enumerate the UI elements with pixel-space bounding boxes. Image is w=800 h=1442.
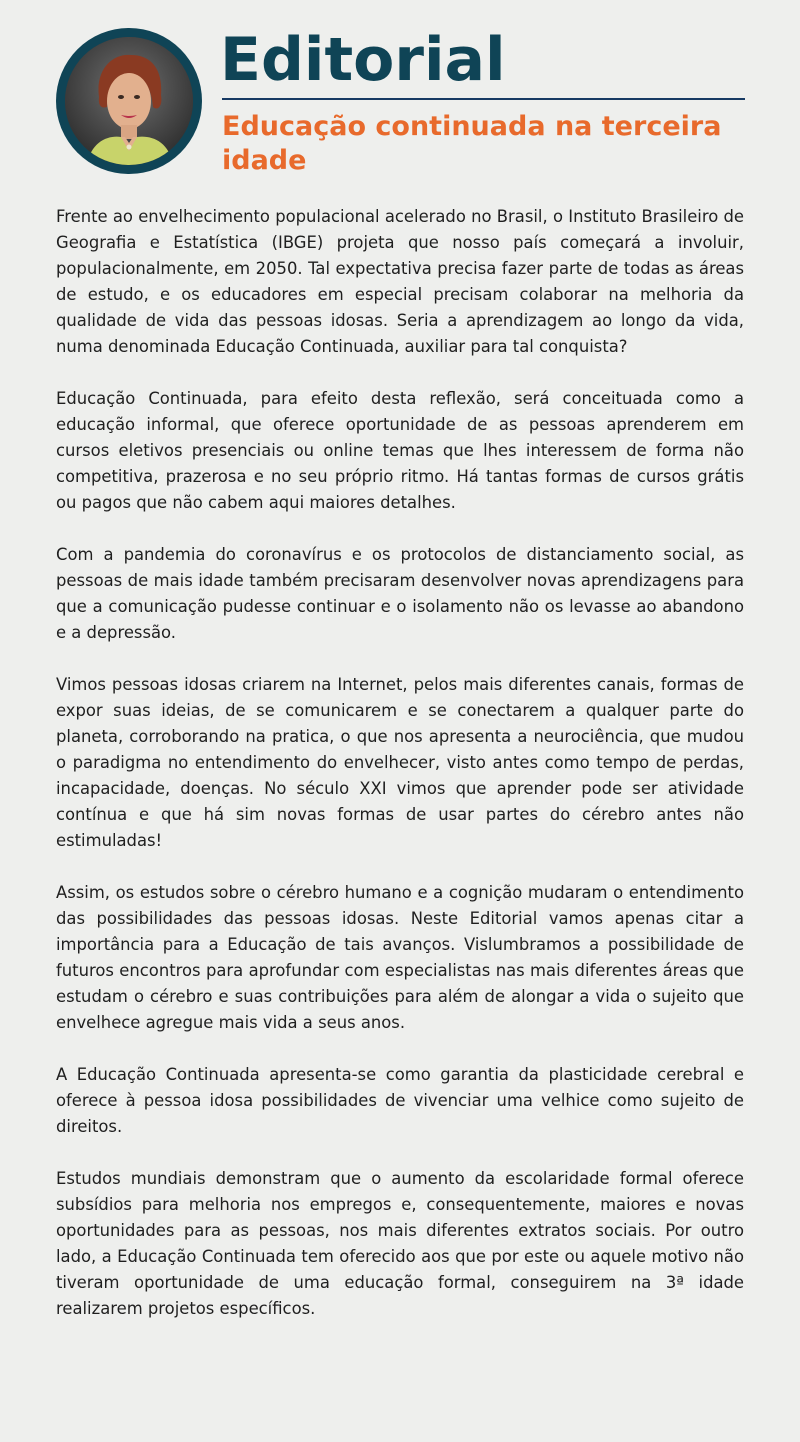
paragraph: Assim, os estudos sobre o cérebro humano e a cognição mudaram o entendimento das possibilidades das pessoas idosas. Neste Editorial vamos apenas citar a importância para a Educação de tais avanços. Vislumbramos a possibilidade de futuros encontros para aprofundar com especialistas nas mais diferentes áreas que estudam o cérebro e suas contribuições para além de alongar a vida o sujeito que envelhece agregue mais vida a seus anos. bbox=[56, 883, 744, 1032]
page-subtitle: Educação continuada na terceira idade bbox=[222, 111, 722, 176]
paragraph: Frente ao envelhecimento populacional acelerado no Brasil, o Instituto Brasileiro de Geografia e Estatística (IBGE) projeta que nosso país começará a involuir, populacionalmente, em 2050. Tal expectativa precisa fazer parte de todas as áreas de estudo, e os educadores em especial precisam colaborar na melhoria da qualidade de vida das pessoas idosas. Seria a aprendizagem ao longo da vida, numa denominada Educação Continuada, auxiliar para tal conquista? bbox=[56, 207, 744, 356]
page-title: Editorial bbox=[220, 25, 506, 95]
paragraph: Educação Continuada, para efeito desta reflexão, será conceituada como a educação informal, que oferece oportunidade de as pessoas aprenderem em cursos eletivos presenciais ou online temas que lhes interessem de forma não competitiva, prazerosa e no seu próprio ritmo. Há tantas formas de cursos grátis ou pagos que não cabem aqui maiores detalhes. bbox=[56, 389, 744, 512]
paragraph: Com a pandemia do coronavírus e os protocolos de distanciamento social, as pessoas de mais idade também precisaram desenvolver novas aprendizagens para que a comunicação pudesse continuar e o isolamento não os levasse ao abandono e a depressão. bbox=[56, 545, 744, 642]
article-body bbox=[56, 204, 744, 1348]
paragraph: A Educação Continuada apresenta-se como garantia da plasticidade cerebral e oferece à pessoa idosa possibilidades de vivenciar uma velhice como sujeito de direitos. bbox=[56, 1065, 744, 1136]
portrait-icon bbox=[65, 37, 193, 165]
paragraph: Vimos pessoas idosas criarem na Internet, pelos mais diferentes canais, formas de expor suas ideias, de se comunicarem e se conectarem a qualquer parte do planeta, corroborando na pratica, o que nos apresenta a neurociência, que mudou o paradigma no entendimento do envelhecer, visto antes como tempo de perdas, incapacidade, doenças. No século XXI vimos que aprender pode ser atividade contínua e que há sim novas formas de usar partes do cérebro antes não estimuladas! bbox=[56, 675, 744, 850]
author-photo bbox=[65, 37, 193, 165]
title-divider bbox=[222, 98, 745, 100]
author-avatar bbox=[56, 28, 202, 174]
paragraph: Estudos mundiais demonstram que o aumento da escolaridade formal oferece subsídios para melhoria nos empregos e, consequentemente, maiores e novas oportunidades para as pessoas, nos mais diferentes extratos sociais. Por outro lado, a Educação Continuada tem oferecido aos que por este ou aquele motivo não tiveram oportunidade de uma educação formal, conseguirem na 3ª idade realizarem projetos específicos. bbox=[56, 1169, 744, 1318]
